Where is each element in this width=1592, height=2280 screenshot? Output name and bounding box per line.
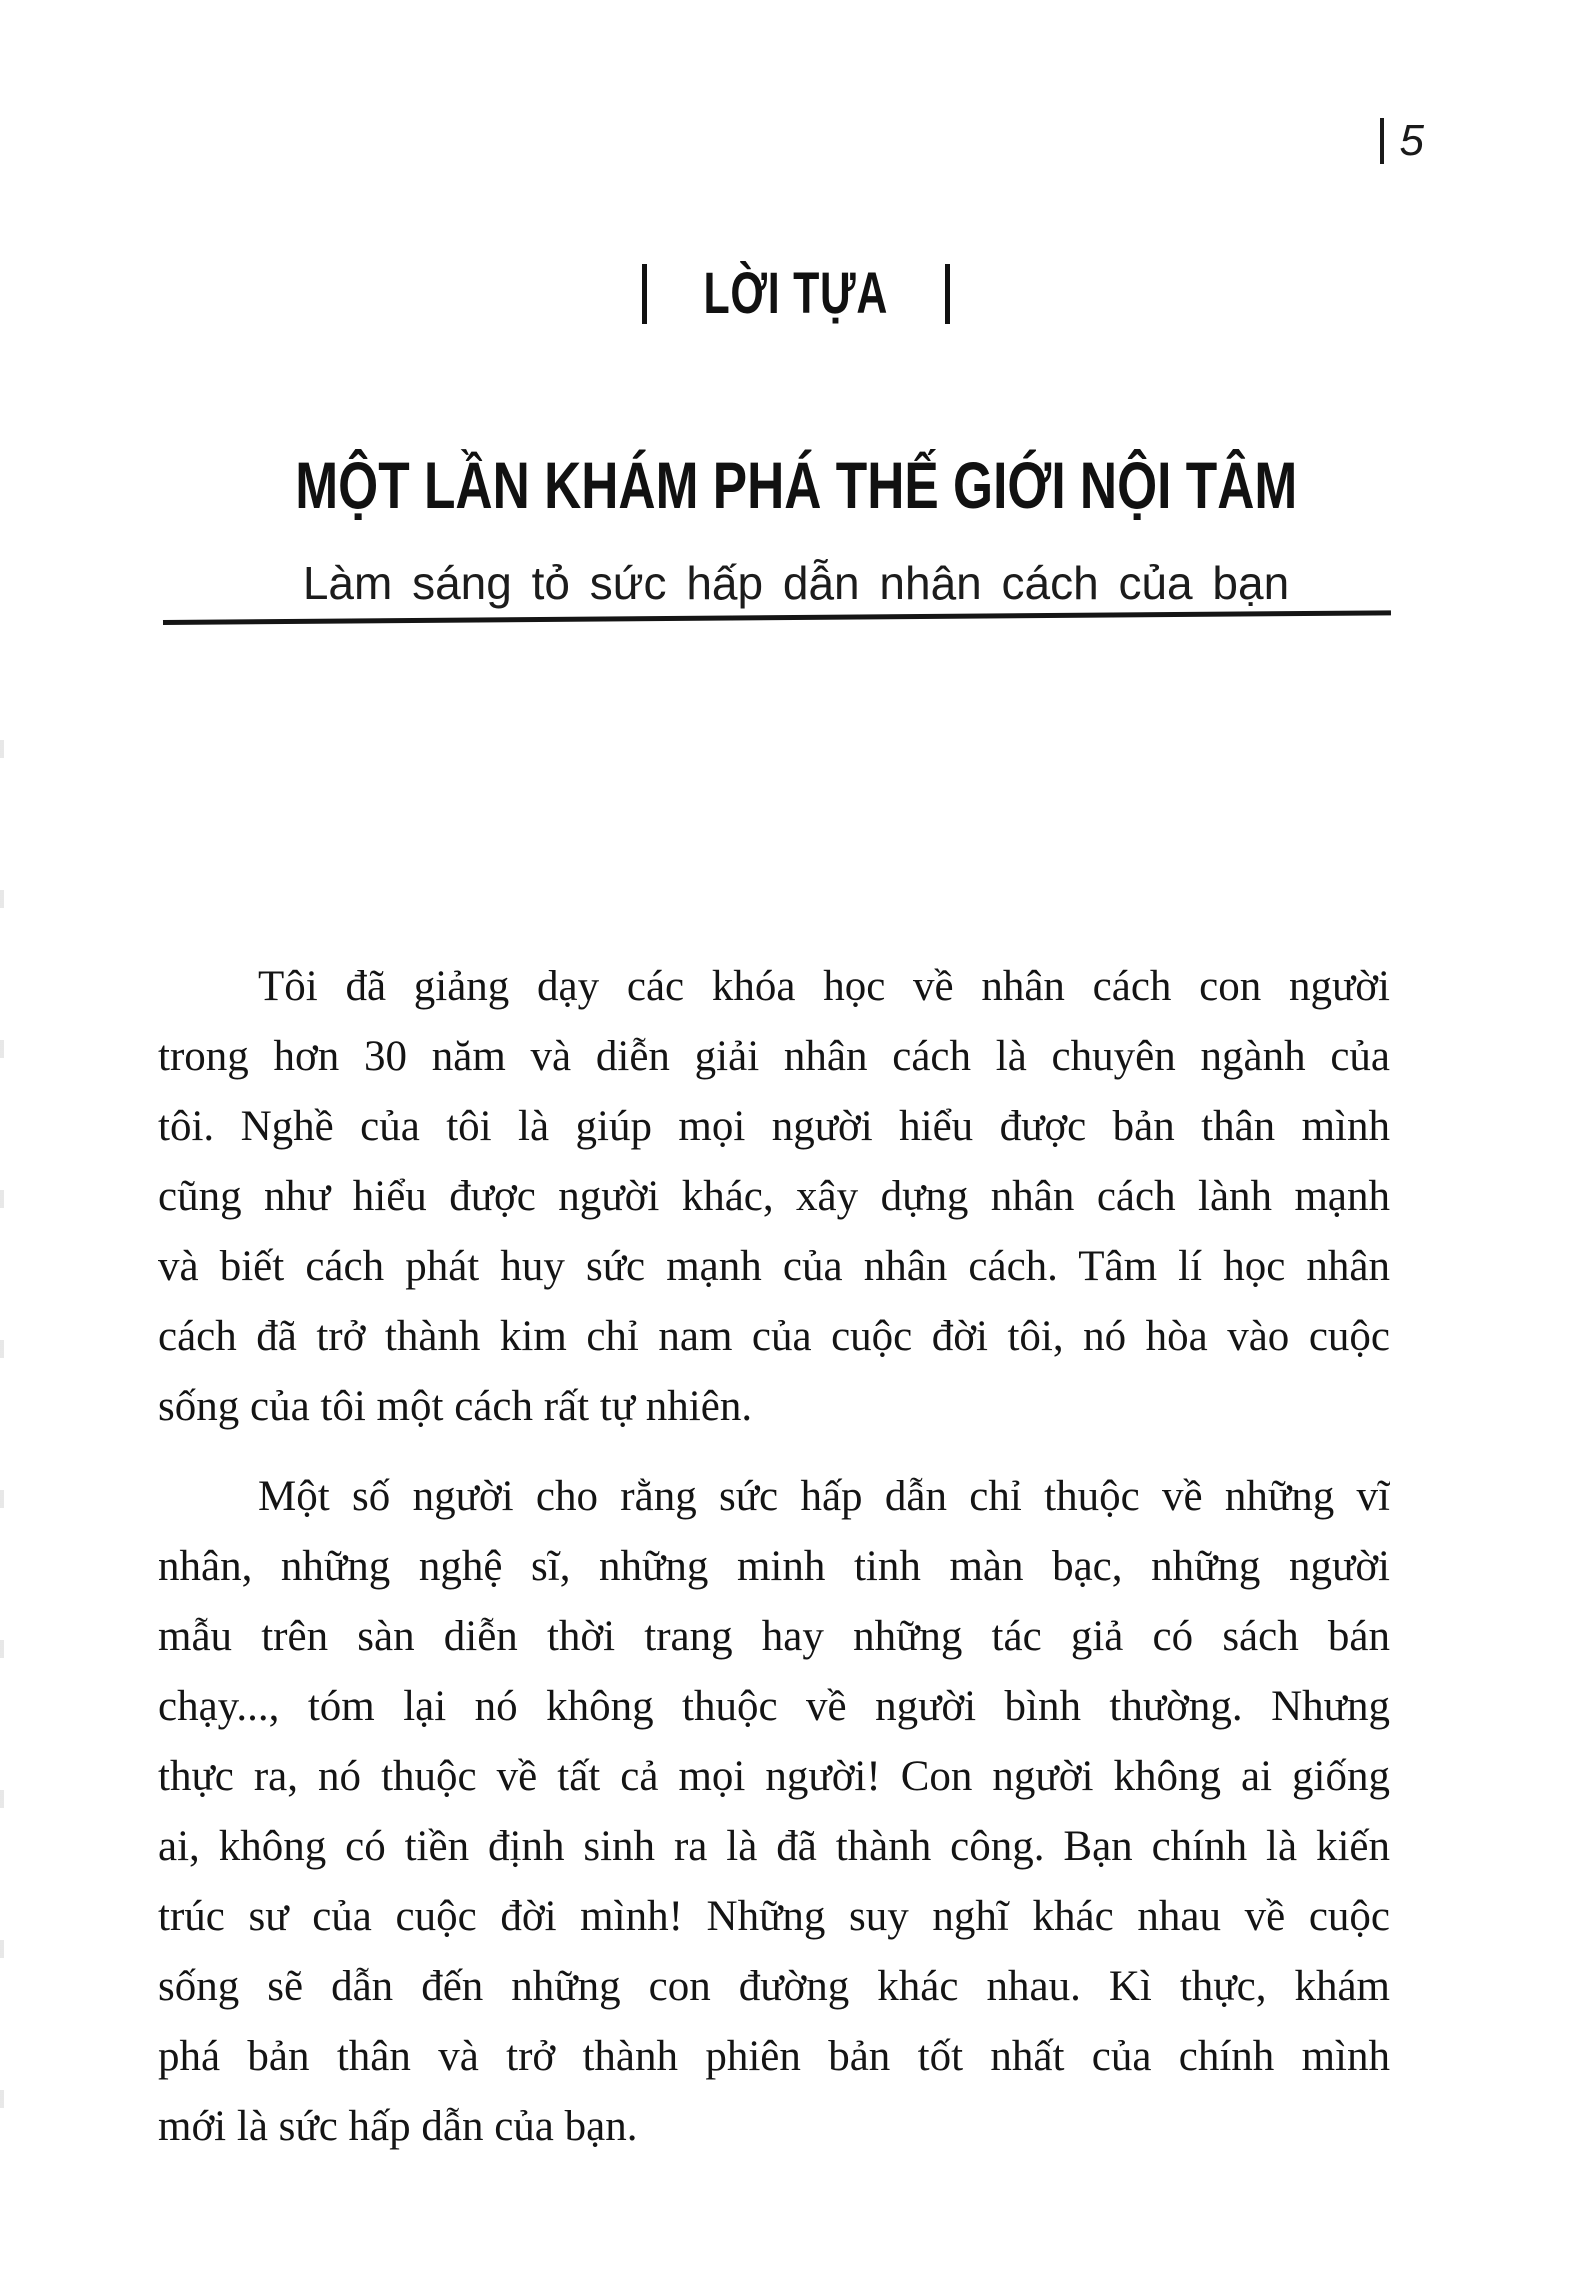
text-line: sống sẽ dẫn đến những con đường khác nhau. Kì thực, khám	[158, 1963, 1390, 2010]
text-line: tôi. Nghề của tôi là giúp mọi người hiểu được bản thân mình	[158, 1103, 1390, 1150]
chapter-subtitle: Làm sáng tỏ sức hấp dẫn nhân cách của bạn	[302, 557, 1290, 609]
text-line: nhân, những nghệ sĩ, những minh tinh màn bạc, những người	[158, 1543, 1390, 1590]
page-number-bar	[1380, 118, 1384, 164]
text-line: chạy..., tóm lại nó không thuộc về người bình thường. Nhưng	[158, 1683, 1390, 1730]
scan-artifact	[0, 740, 4, 2190]
page-number-value: 5	[1399, 116, 1424, 165]
paragraph	[158, 1462, 1390, 2162]
paragraph	[158, 952, 1390, 1442]
text-line: ai, không có tiền định sinh ra là đã thành công. Bạn chính là kiến	[158, 1823, 1390, 1870]
header-right-bar	[945, 264, 950, 324]
text-line: phá bản thân và trở thành phiên bản tốt nhất của chính mình	[158, 2033, 1390, 2080]
chapter-title	[0, 448, 1592, 522]
text-line: sống của tôi một cách rất tự nhiên.	[158, 1383, 753, 1430]
chapter-title-text: MỘT LẦN KHÁM PHÁ THẾ GIỚI NỘI TÂM	[295, 448, 1297, 522]
body-text	[158, 952, 1390, 2162]
text-line: thực ra, nó thuộc về tất cả mọi người! Con người không ai giống	[158, 1753, 1390, 1800]
section-header	[0, 261, 1592, 326]
page-number	[1380, 118, 1424, 164]
text-line: cách đã trở thành kim chỉ nam của cuộc đời tôi, nó hòa vào cuộc	[158, 1313, 1390, 1360]
text-line: trúc sư của cuộc đời mình! Những suy nghĩ khác nhau về cuộc	[158, 1893, 1390, 1940]
text-line: trong hơn 30 năm và diễn giải nhân cách là chuyên ngành của	[158, 1033, 1390, 1080]
text-line: mới là sức hấp dẫn của bạn.	[158, 2103, 638, 2150]
text-line: cũng như hiểu được người khác, xây dựng nhân cách lành mạnh	[158, 1173, 1390, 1220]
text-line: và biết cách phát huy sức mạnh của nhân cách. Tâm lí học nhân	[158, 1243, 1390, 1290]
section-header-label: LỜI TỰA	[703, 261, 889, 326]
text-line: mẫu trên sàn diễn thời trang hay những tác giả có sách bán	[158, 1613, 1390, 1660]
text-line: Tôi đã giảng dạy các khóa học về nhân cách con người	[258, 963, 1390, 1010]
header-left-bar	[642, 264, 647, 324]
title-underline-rule	[163, 610, 1391, 625]
text-line: Một số người cho rằng sức hấp dẫn chỉ thuộc về những vĩ	[258, 1473, 1390, 1520]
